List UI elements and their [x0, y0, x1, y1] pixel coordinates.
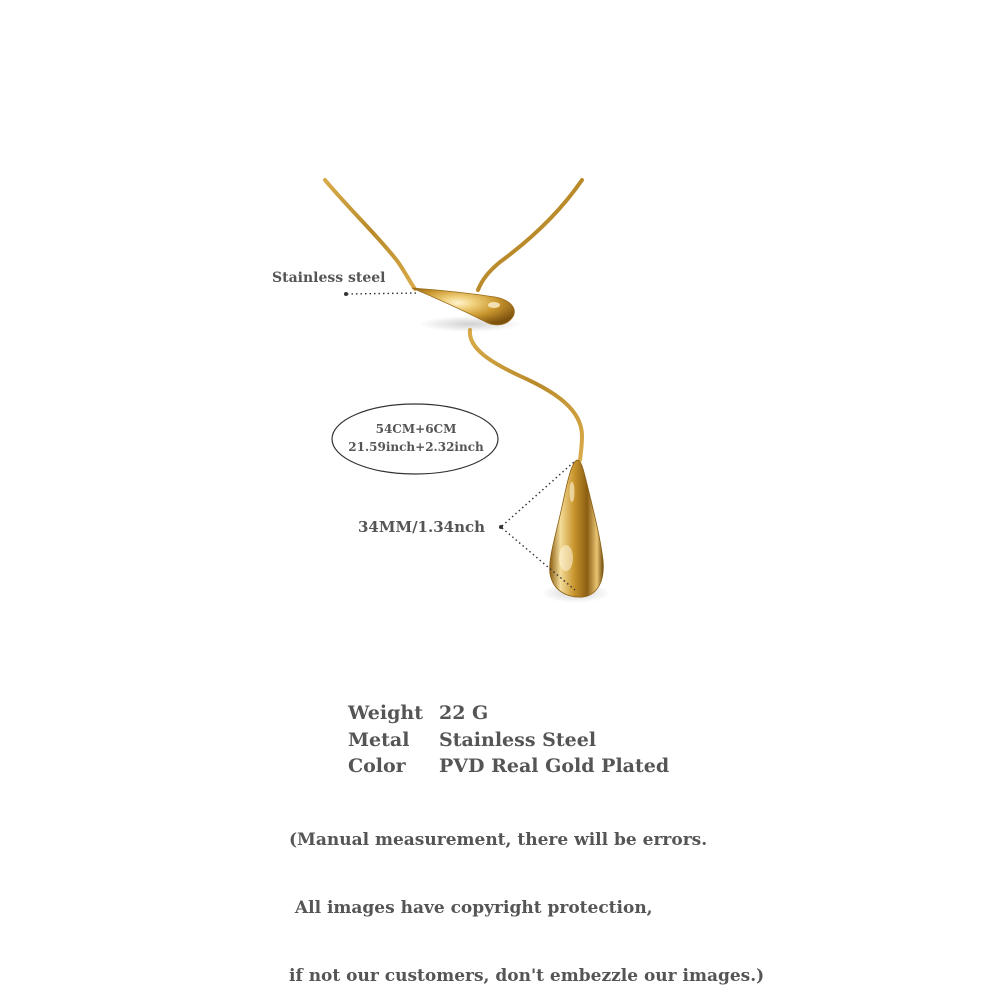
material-callout-label: Stainless steel [272, 270, 386, 286]
drop-size-callout-label: 34MM/1.34nch [358, 518, 486, 536]
spec-value: 22 G [439, 702, 489, 724]
disclaimer-line: All images have copyright protection, [289, 898, 653, 918]
length-imperial: 21.59inch+2.32inch [348, 440, 484, 454]
spec-key: Weight [348, 702, 423, 724]
spec-key: Color [348, 755, 406, 777]
teardrop-pendant [542, 460, 610, 603]
material-callout-dot [344, 292, 348, 296]
length-metric: 54CM+6CM [375, 422, 457, 436]
disclaimer-line: if not our customers, don't embezzle our images.) [289, 966, 765, 986]
length-callout-label [334, 420, 498, 456]
disclaimer-line: (Manual measurement, there will be errors. [289, 830, 708, 850]
spec-row-color [348, 753, 669, 780]
drop-size-callout-dot [499, 525, 503, 529]
spec-key: Metal [348, 728, 410, 751]
spec-row-weight [348, 700, 669, 727]
spec-value: PVD Real Gold Plated [439, 755, 670, 777]
slider-bead [412, 288, 522, 332]
disclaimer-notice [289, 786, 764, 1000]
material-callout-line [347, 293, 418, 294]
spec-row-metal [348, 727, 669, 754]
chain-right-strand [478, 180, 582, 290]
teardrop-pendant-body [550, 460, 604, 597]
spec-table [348, 700, 669, 780]
spec-value: Stainless Steel [439, 728, 597, 751]
